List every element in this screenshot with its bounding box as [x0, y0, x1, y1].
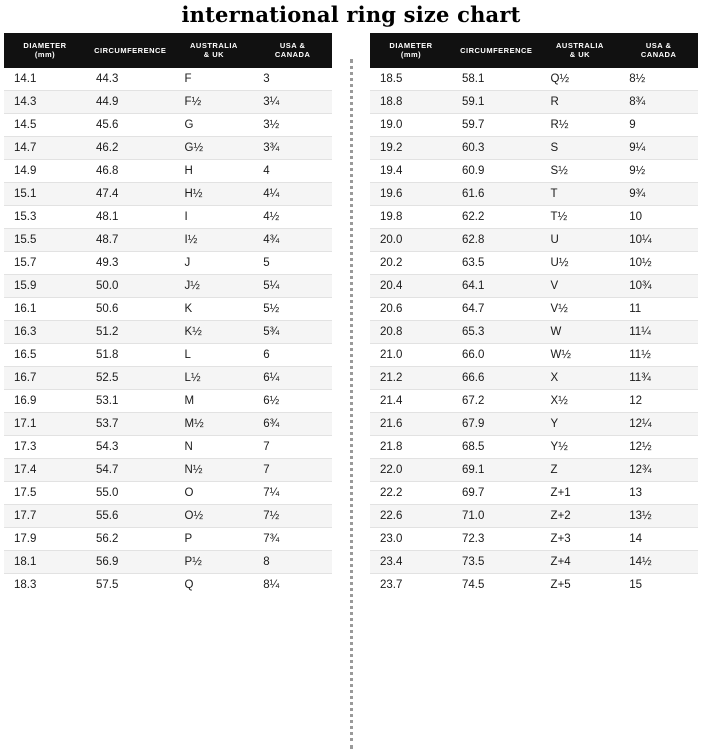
table-cell: 46.8	[86, 159, 175, 182]
table-row	[370, 527, 698, 550]
right-table-head	[370, 33, 698, 68]
table-cell: 60.3	[452, 136, 541, 159]
table-cell: 3	[253, 68, 332, 91]
table-cell: 14.9	[4, 159, 86, 182]
table-cell: W	[541, 320, 620, 343]
table-row	[4, 435, 332, 458]
table-cell: Z+3	[541, 527, 620, 550]
table-cell: 62.2	[452, 205, 541, 228]
table-cell: 7	[253, 458, 332, 481]
table-cell: S½	[541, 159, 620, 182]
table-cell: 13	[619, 481, 698, 504]
vertical-dotted-divider	[346, 33, 356, 749]
table-cell: 5	[253, 251, 332, 274]
table-cell: 22.0	[370, 458, 452, 481]
table-cell: 20.8	[370, 320, 452, 343]
table-cell: 18.5	[370, 68, 452, 91]
table-cell: 46.2	[86, 136, 175, 159]
table-row	[4, 366, 332, 389]
table-cell: I	[175, 205, 254, 228]
table-row	[370, 389, 698, 412]
table-row	[4, 320, 332, 343]
table-row	[370, 573, 698, 596]
table-cell: 8½	[619, 68, 698, 91]
table-cell: 59.1	[452, 90, 541, 113]
table-cell: 21.6	[370, 412, 452, 435]
column-header-diameter-line1: DIAMETER	[389, 41, 433, 50]
table-cell: 23.7	[370, 573, 452, 596]
right-table-wrap	[370, 33, 698, 596]
table-cell: 48.1	[86, 205, 175, 228]
table-cell: 63.5	[452, 251, 541, 274]
table-cell: 23.4	[370, 550, 452, 573]
column-header-usa-canada-line1: USA &	[279, 41, 306, 50]
table-cell: Q	[175, 573, 254, 596]
table-cell: 12¾	[619, 458, 698, 481]
table-cell: 14.3	[4, 90, 86, 113]
table-row	[4, 136, 332, 159]
table-cell: 45.6	[86, 113, 175, 136]
table-cell: U½	[541, 251, 620, 274]
table-cell: 52.5	[86, 366, 175, 389]
table-cell: 10¾	[619, 274, 698, 297]
table-row	[4, 159, 332, 182]
dotted-line	[350, 59, 353, 749]
table-cell: G½	[175, 136, 254, 159]
table-row	[370, 274, 698, 297]
table-cell: 14.5	[4, 113, 86, 136]
table-row	[370, 297, 698, 320]
table-cell: 17.3	[4, 435, 86, 458]
table-cell: 4¾	[253, 228, 332, 251]
table-cell: X	[541, 366, 620, 389]
table-cell: Z+4	[541, 550, 620, 573]
column-header-usa-canada	[619, 33, 698, 68]
table-row	[4, 182, 332, 205]
table-cell: 6¼	[253, 366, 332, 389]
table-row	[370, 550, 698, 573]
table-cell: L½	[175, 366, 254, 389]
column-header-usa-canada-line2: CANADA	[640, 50, 677, 60]
table-cell: 72.3	[452, 527, 541, 550]
table-cell: 7¼	[253, 481, 332, 504]
table-cell: J½	[175, 274, 254, 297]
table-cell: 17.9	[4, 527, 86, 550]
table-cell: 74.5	[452, 573, 541, 596]
table-row	[370, 412, 698, 435]
table-cell: 20.2	[370, 251, 452, 274]
table-row	[4, 251, 332, 274]
table-cell: H½	[175, 182, 254, 205]
table-cell: 18.8	[370, 90, 452, 113]
table-cell: 48.7	[86, 228, 175, 251]
table-cell: 18.3	[4, 573, 86, 596]
table-cell: 62.8	[452, 228, 541, 251]
table-cell: 19.4	[370, 159, 452, 182]
table-cell: 66.6	[452, 366, 541, 389]
table-cell: 10¼	[619, 228, 698, 251]
table-cell: 54.7	[86, 458, 175, 481]
table-cell: 3¼	[253, 90, 332, 113]
table-cell: 53.7	[86, 412, 175, 435]
table-cell: O½	[175, 504, 254, 527]
table-cell: 16.7	[4, 366, 86, 389]
table-cell: 15	[619, 573, 698, 596]
table-cell: 19.0	[370, 113, 452, 136]
table-cell: Z+1	[541, 481, 620, 504]
table-cell: K	[175, 297, 254, 320]
table-cell: 16.5	[4, 343, 86, 366]
column-header-australia-uk-line1: AUSTRALIA	[555, 41, 604, 50]
table-row	[370, 343, 698, 366]
table-cell: X½	[541, 389, 620, 412]
table-cell: M	[175, 389, 254, 412]
right-size-table	[370, 33, 698, 596]
table-cell: 67.9	[452, 412, 541, 435]
table-cell: G	[175, 113, 254, 136]
table-cell: 21.0	[370, 343, 452, 366]
table-cell: 14	[619, 527, 698, 550]
table-cell: 56.2	[86, 527, 175, 550]
table-cell: N½	[175, 458, 254, 481]
table-cell: K½	[175, 320, 254, 343]
column-header-australia-uk	[175, 33, 254, 68]
table-cell: 20.6	[370, 297, 452, 320]
left-table-wrap	[4, 33, 332, 596]
table-cell: 16.9	[4, 389, 86, 412]
table-cell: P½	[175, 550, 254, 573]
table-cell: 56.9	[86, 550, 175, 573]
table-row	[370, 320, 698, 343]
table-cell: 15.7	[4, 251, 86, 274]
table-cell: 7	[253, 435, 332, 458]
right-header-row	[370, 33, 698, 68]
column-header-circumference-line1: CIRCUMFERENCE	[460, 45, 533, 55]
table-cell: 14.7	[4, 136, 86, 159]
table-cell: 21.2	[370, 366, 452, 389]
table-cell: J	[175, 251, 254, 274]
table-cell: 22.6	[370, 504, 452, 527]
table-cell: 5¾	[253, 320, 332, 343]
table-cell: Z	[541, 458, 620, 481]
table-row	[370, 251, 698, 274]
table-cell: 57.5	[86, 573, 175, 596]
column-header-australia-uk-line2: & UK	[203, 50, 225, 60]
table-cell: 15.5	[4, 228, 86, 251]
column-header-circumference	[452, 33, 541, 68]
table-cell: 5¼	[253, 274, 332, 297]
table-row	[370, 136, 698, 159]
table-row	[4, 274, 332, 297]
table-cell: 19.8	[370, 205, 452, 228]
table-cell: 8¼	[253, 573, 332, 596]
table-cell: 12	[619, 389, 698, 412]
table-cell: 5½	[253, 297, 332, 320]
table-row	[4, 481, 332, 504]
table-cell: V½	[541, 297, 620, 320]
table-row	[370, 113, 698, 136]
table-cell: Y	[541, 412, 620, 435]
table-cell: N	[175, 435, 254, 458]
table-cell: O	[175, 481, 254, 504]
table-cell: 4	[253, 159, 332, 182]
table-cell: 8	[253, 550, 332, 573]
table-cell: Q½	[541, 68, 620, 91]
table-row	[4, 228, 332, 251]
table-cell: 6	[253, 343, 332, 366]
table-cell: 9½	[619, 159, 698, 182]
column-header-diameter-line1: DIAMETER	[23, 41, 67, 50]
table-cell: V	[541, 274, 620, 297]
table-row	[370, 159, 698, 182]
column-header-diameter	[370, 33, 452, 68]
table-cell: 44.9	[86, 90, 175, 113]
table-row	[4, 458, 332, 481]
table-cell: 21.4	[370, 389, 452, 412]
table-cell: Z+5	[541, 573, 620, 596]
table-cell: 15.1	[4, 182, 86, 205]
table-cell: R½	[541, 113, 620, 136]
table-cell: 12¼	[619, 412, 698, 435]
table-cell: 16.3	[4, 320, 86, 343]
table-cell: 10½	[619, 251, 698, 274]
table-cell: 73.5	[452, 550, 541, 573]
left-header-row	[4, 33, 332, 68]
right-table-body	[370, 68, 698, 596]
table-cell: 9¾	[619, 182, 698, 205]
table-cell: 51.2	[86, 320, 175, 343]
table-cell: 15.3	[4, 205, 86, 228]
table-row	[370, 228, 698, 251]
table-cell: 59.7	[452, 113, 541, 136]
table-cell: 20.4	[370, 274, 452, 297]
table-cell: 60.9	[452, 159, 541, 182]
table-cell: 14.1	[4, 68, 86, 91]
table-row	[4, 573, 332, 596]
table-cell: 68.5	[452, 435, 541, 458]
table-cell: 21.8	[370, 435, 452, 458]
table-cell: 7½	[253, 504, 332, 527]
table-cell: R	[541, 90, 620, 113]
table-row	[4, 297, 332, 320]
table-cell: 69.7	[452, 481, 541, 504]
table-cell: 64.1	[452, 274, 541, 297]
table-cell: T	[541, 182, 620, 205]
page-title: international ring size chart	[181, 2, 521, 27]
table-cell: 19.6	[370, 182, 452, 205]
table-cell: 12½	[619, 435, 698, 458]
table-cell: 6½	[253, 389, 332, 412]
table-cell: 22.2	[370, 481, 452, 504]
table-cell: 71.0	[452, 504, 541, 527]
table-cell: 23.0	[370, 527, 452, 550]
table-cell: L	[175, 343, 254, 366]
table-cell: 11¾	[619, 366, 698, 389]
table-cell: 18.1	[4, 550, 86, 573]
table-cell: 55.0	[86, 481, 175, 504]
table-row	[4, 412, 332, 435]
column-header-usa-canada	[253, 33, 332, 68]
table-cell: F½	[175, 90, 254, 113]
table-cell: Z+2	[541, 504, 620, 527]
table-cell: I½	[175, 228, 254, 251]
table-row	[4, 389, 332, 412]
table-row	[370, 90, 698, 113]
table-cell: 17.4	[4, 458, 86, 481]
table-cell: 51.8	[86, 343, 175, 366]
table-cell: 58.1	[452, 68, 541, 91]
table-row	[370, 435, 698, 458]
table-cell: 17.7	[4, 504, 86, 527]
table-cell: P	[175, 527, 254, 550]
table-row	[370, 504, 698, 527]
table-cell: 55.6	[86, 504, 175, 527]
column-header-australia-uk	[541, 33, 620, 68]
table-cell: 11½	[619, 343, 698, 366]
table-cell: 50.0	[86, 274, 175, 297]
table-cell: W½	[541, 343, 620, 366]
table-row	[370, 68, 698, 91]
table-cell: 9¼	[619, 136, 698, 159]
left-table-head	[4, 33, 332, 68]
table-cell: 65.3	[452, 320, 541, 343]
table-cell: H	[175, 159, 254, 182]
table-cell: M½	[175, 412, 254, 435]
table-cell: 15.9	[4, 274, 86, 297]
ring-size-chart-page	[0, 2, 702, 749]
table-row	[4, 68, 332, 91]
table-row	[4, 504, 332, 527]
column-header-diameter-line2: (mm)	[400, 50, 422, 60]
table-cell: 61.6	[452, 182, 541, 205]
table-cell: 66.0	[452, 343, 541, 366]
table-cell: 50.6	[86, 297, 175, 320]
tables-container	[0, 33, 702, 749]
table-cell: 17.5	[4, 481, 86, 504]
table-row	[4, 113, 332, 136]
column-header-diameter-line2: (mm)	[34, 50, 56, 60]
table-cell: 49.3	[86, 251, 175, 274]
table-cell: 14½	[619, 550, 698, 573]
table-cell: 53.1	[86, 389, 175, 412]
table-cell: 13½	[619, 504, 698, 527]
table-cell: 67.2	[452, 389, 541, 412]
table-cell: 16.1	[4, 297, 86, 320]
table-cell: 3½	[253, 113, 332, 136]
table-row	[370, 481, 698, 504]
table-cell: 3¾	[253, 136, 332, 159]
table-row	[370, 182, 698, 205]
table-cell: 11	[619, 297, 698, 320]
table-row	[370, 458, 698, 481]
column-header-usa-canada-line2: CANADA	[274, 50, 311, 60]
table-cell: 10	[619, 205, 698, 228]
column-header-circumference	[86, 33, 175, 68]
table-cell: Y½	[541, 435, 620, 458]
table-cell: 9	[619, 113, 698, 136]
table-row	[4, 343, 332, 366]
table-row	[370, 205, 698, 228]
table-row	[4, 90, 332, 113]
table-cell: 17.1	[4, 412, 86, 435]
table-cell: 4½	[253, 205, 332, 228]
table-cell: 7¾	[253, 527, 332, 550]
table-row	[4, 205, 332, 228]
column-header-circumference-line1: CIRCUMFERENCE	[94, 45, 167, 55]
table-cell: F	[175, 68, 254, 91]
table-cell: S	[541, 136, 620, 159]
column-header-usa-canada-line1: USA &	[645, 41, 672, 50]
table-cell: 64.7	[452, 297, 541, 320]
table-cell: 19.2	[370, 136, 452, 159]
table-cell: 11¼	[619, 320, 698, 343]
left-size-table	[4, 33, 332, 596]
table-cell: 8¾	[619, 90, 698, 113]
table-row	[4, 527, 332, 550]
table-row	[370, 366, 698, 389]
column-header-diameter	[4, 33, 86, 68]
table-row	[4, 550, 332, 573]
table-cell: 44.3	[86, 68, 175, 91]
left-table-body	[4, 68, 332, 596]
table-cell: T½	[541, 205, 620, 228]
table-cell: 4¼	[253, 182, 332, 205]
column-header-australia-uk-line1: AUSTRALIA	[189, 41, 238, 50]
table-cell: 20.0	[370, 228, 452, 251]
table-cell: 69.1	[452, 458, 541, 481]
table-cell: U	[541, 228, 620, 251]
table-cell: 47.4	[86, 182, 175, 205]
column-header-australia-uk-line2: & UK	[569, 50, 591, 60]
table-cell: 54.3	[86, 435, 175, 458]
table-cell: 6¾	[253, 412, 332, 435]
